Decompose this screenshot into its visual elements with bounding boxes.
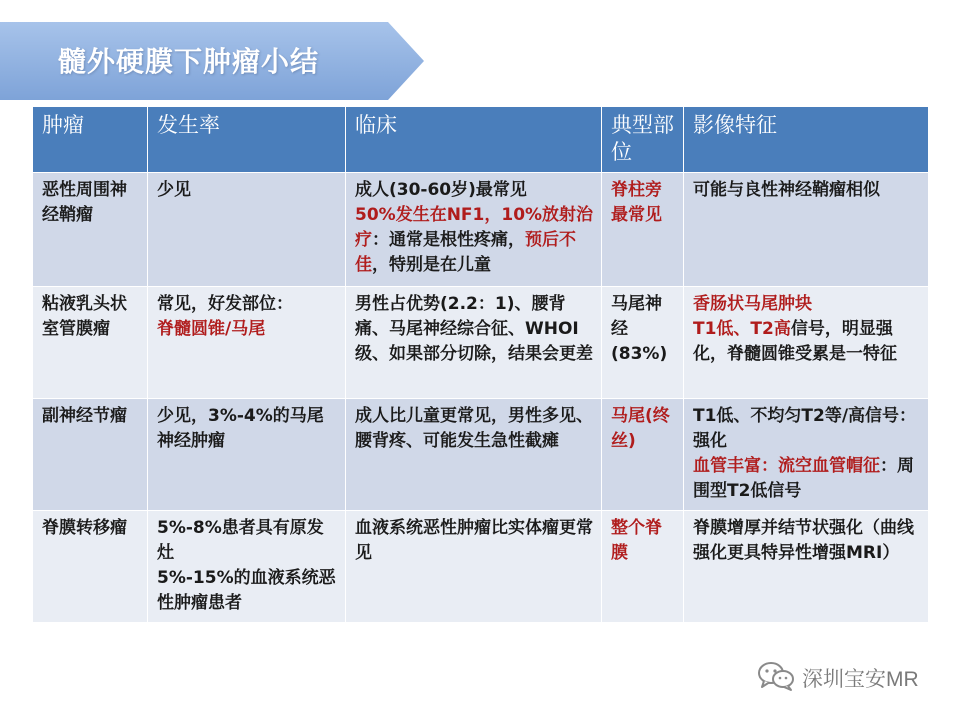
cell-text: 可能与良性神经鞘瘤相似 <box>693 180 880 200</box>
header-tumor: 肿瘤 <box>33 107 148 173</box>
cell-location <box>602 399 684 511</box>
cell-text: ：通常是根性疼痛， <box>372 230 525 250</box>
cell-tumor: 脊膜转移瘤 <box>33 511 148 623</box>
cell-text: T1低、不均匀T2等/高信号：强化 <box>693 406 917 451</box>
table-row <box>33 511 929 623</box>
cell-text-highlight: 香肠状马尾肿块 <box>693 294 812 314</box>
cell-clinical <box>346 511 602 623</box>
cell-text: 少见，3%-4%的马尾神经肿瘤 <box>157 406 324 451</box>
cell-incidence <box>148 173 346 287</box>
cell-text: ，特别是在儿童 <box>372 255 491 275</box>
cell-text: 脊膜增厚并结节状强化（曲线强化更具特异性增强MRI） <box>693 518 914 563</box>
cell-incidence <box>148 511 346 623</box>
cell-imaging <box>684 399 929 511</box>
cell-text-highlight: 预后不佳 <box>355 230 576 275</box>
cell-incidence <box>148 287 346 399</box>
wechat-icon <box>756 660 796 696</box>
cell-text: 5%-15%的血液系统恶性肿瘤患者 <box>157 568 336 613</box>
cell-imaging <box>684 173 929 287</box>
cell-text-highlight: 脊柱旁最常见 <box>611 180 662 225</box>
cell-text: 血液系统恶性肿瘤比实体瘤更常见 <box>355 518 593 563</box>
cell-text-highlight: 脊髓圆锥/马尾 <box>157 319 266 339</box>
cell-text: 少见 <box>157 180 191 200</box>
cell-text-highlight: 马尾(终丝) <box>611 406 670 451</box>
table-row <box>33 173 929 287</box>
cell-tumor: 恶性周围神经鞘瘤 <box>33 173 148 287</box>
cell-tumor: 副神经节瘤 <box>33 399 148 511</box>
header-incidence: 发生率 <box>148 107 346 173</box>
table-header-row <box>33 107 929 173</box>
cell-text: ：周围型T2低信号 <box>693 456 914 501</box>
cell-text: 信号，明显强化，脊髓圆锥受累是一特征 <box>693 319 897 364</box>
cell-text-highlight: T1低、T2高 <box>693 319 791 339</box>
cell-text: 5%-8%患者具有原发灶 <box>157 518 324 563</box>
cell-incidence <box>148 399 346 511</box>
cell-tumor: 粘液乳头状室管膜瘤 <box>33 287 148 399</box>
cell-text-highlight: 血管丰富：流空血管帽征 <box>693 456 880 476</box>
header-imaging: 影像特征 <box>684 107 929 173</box>
watermark <box>756 662 919 694</box>
cell-clinical <box>346 173 602 287</box>
cell-text: 成人(30-60岁)最常见 <box>355 180 527 200</box>
cell-text: 成人比儿童更常见，男性多见、腰背疼、可能发生急性截瘫 <box>355 406 593 451</box>
table-row <box>33 399 929 511</box>
cell-imaging <box>684 287 929 399</box>
cell-text: 男性占优势(2.2：1)、腰背痛、马尾神经综合征、WHOI级、如果部分切除，结果会更差 <box>355 294 593 364</box>
cell-clinical <box>346 399 602 511</box>
summary-table <box>32 106 929 623</box>
cell-location <box>602 287 684 399</box>
page-title: 髓外硬膜下肿瘤小结 <box>58 45 320 78</box>
cell-text-highlight: 50%发生在NF1，10%放射治疗 <box>355 205 594 250</box>
cell-text: 常见，好发部位： <box>157 294 293 314</box>
table-row <box>33 287 929 399</box>
cell-text-highlight: 整个脊膜 <box>611 518 662 563</box>
cell-location <box>602 173 684 287</box>
watermark-text: 深圳宝安MR <box>802 668 919 691</box>
title-banner <box>0 22 424 100</box>
cell-clinical <box>346 287 602 399</box>
cell-location <box>602 511 684 623</box>
header-clinical: 临床 <box>346 107 602 173</box>
header-location: 典型部位 <box>602 107 684 173</box>
cell-imaging <box>684 511 929 623</box>
cell-text: 马尾神经(83%) <box>611 294 668 364</box>
